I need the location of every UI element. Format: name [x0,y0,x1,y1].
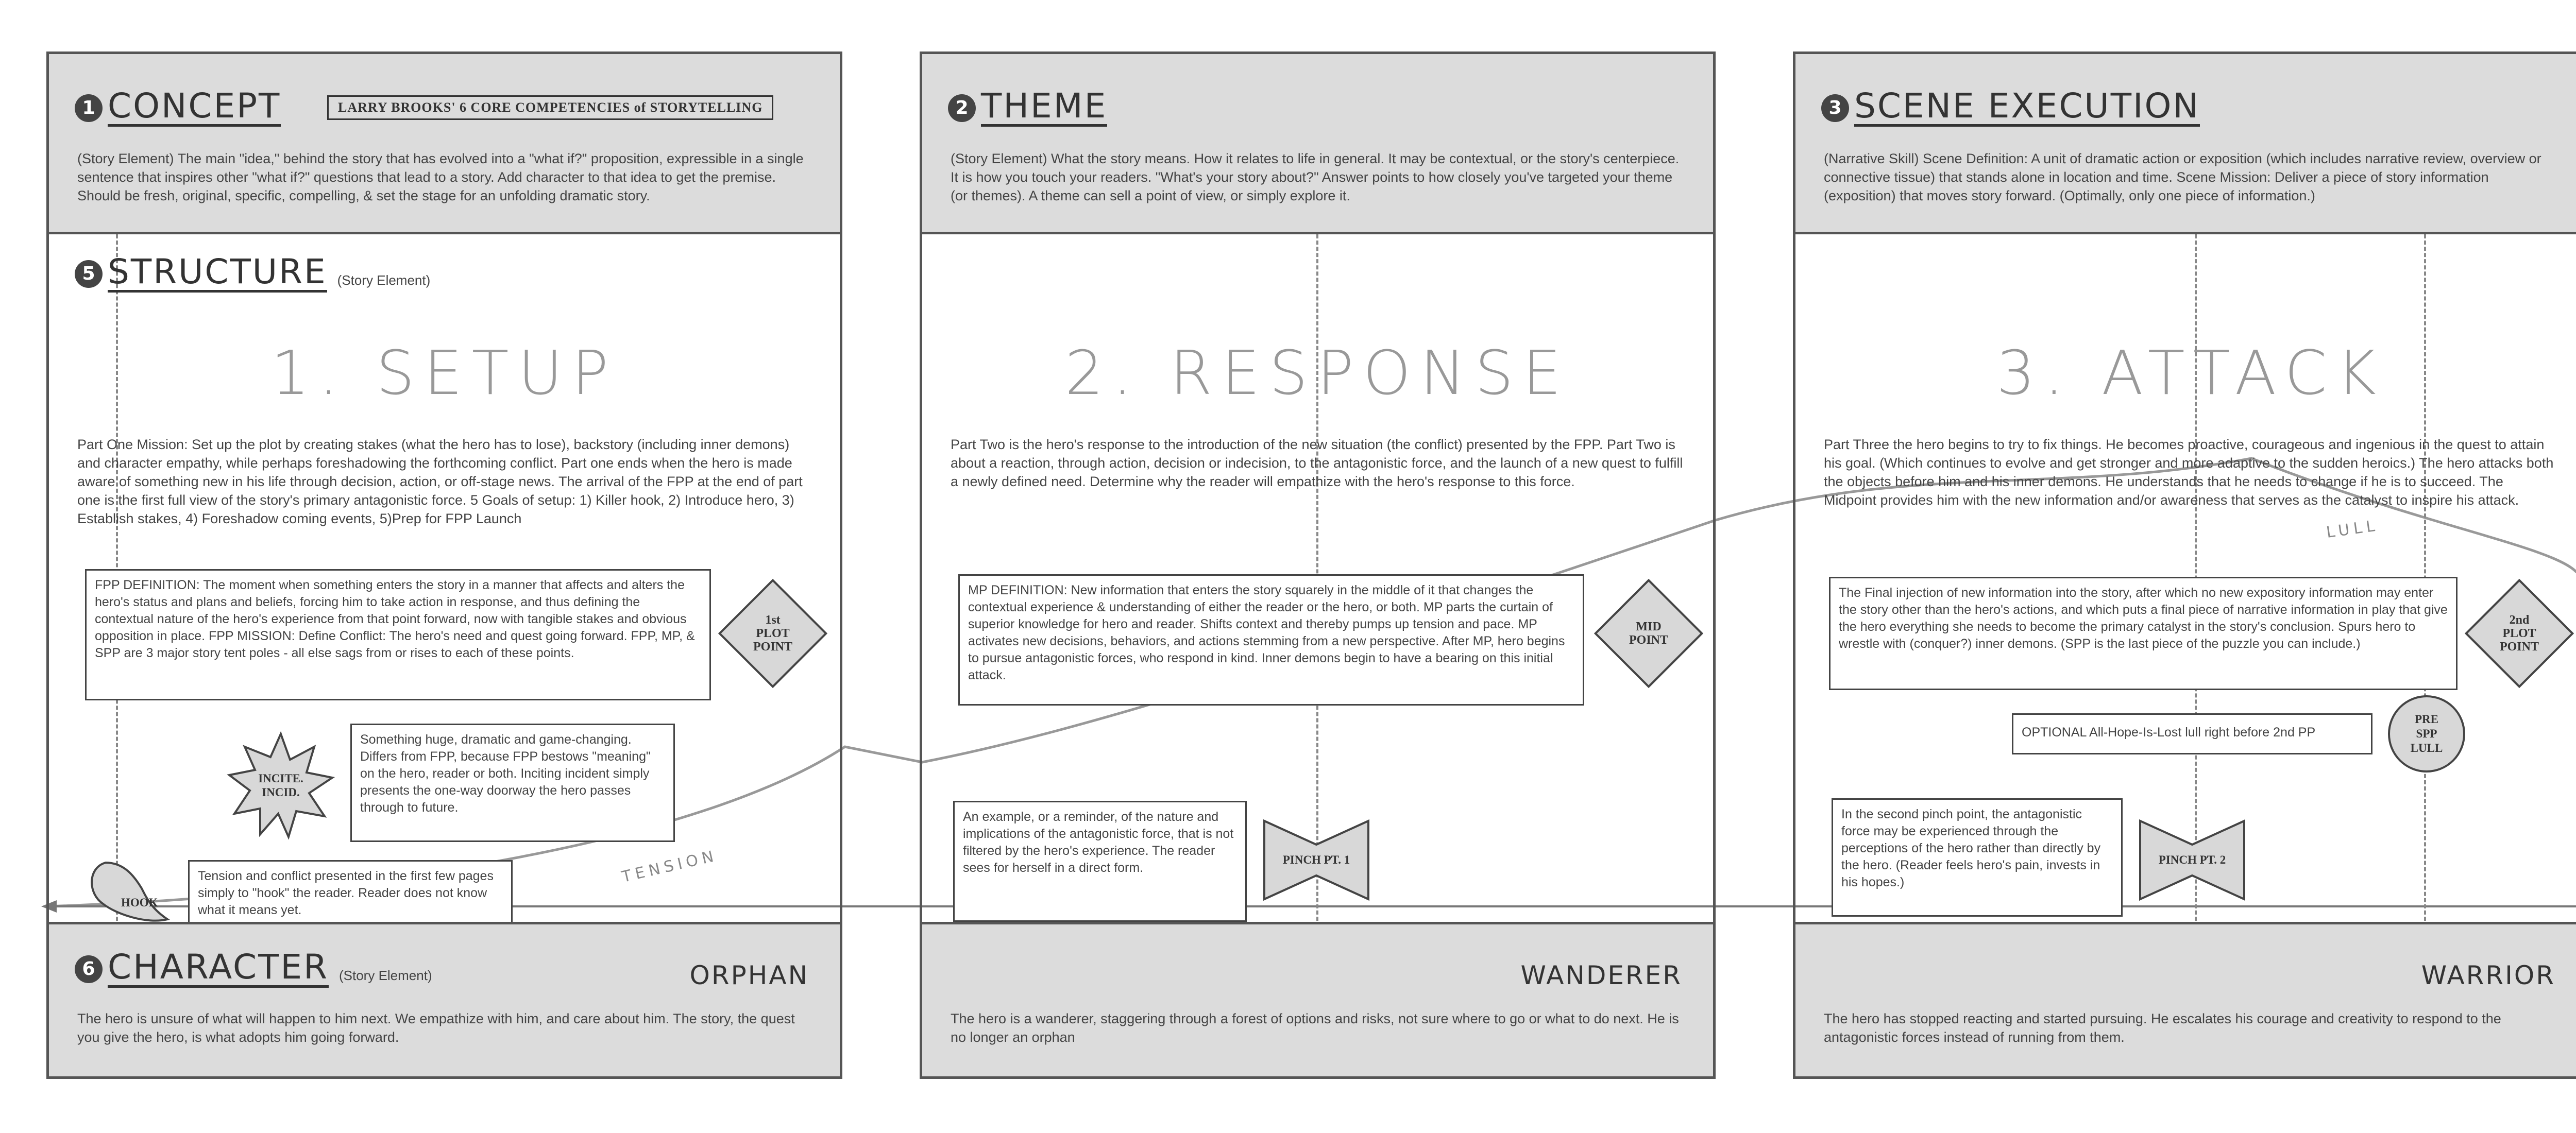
mid-label-2: POINT [1629,633,1668,647]
pinch-point-one-marker [1262,819,1370,901]
character-subtitle: (Story Element) [339,968,432,983]
fpp-definition-text: FPP DEFINITION: The moment when something enters the story in a manner that affects and alters the hero's status and plans and beliefs, forcing him to take action in response, and thus defining the contextual nature of the hero's experience from that point forward, now with tangible stakes and obvious opposition in place. FPP MISSION: Define Conflict: The hero's need and quest going forward. FPP, MP, & SPP are 3 major story tent poles - all else sags from or rises to each of these points. [95,578,695,660]
character-band [49,922,840,1076]
orphan-text: The hero is unsure of what will happen to him next. We empathize with him, and care about him. The story, the quest you give the hero, is what adopts him going forward. [77,1011,795,1045]
fpp-label-1: 1st [765,613,781,627]
structure-subtitle: (Story Element) [337,272,431,288]
archetype-orphan: ORPHAN [689,960,809,990]
spp-label-2: PLOT [2502,627,2536,640]
pinch-point-two-marker [2138,819,2246,901]
archetype-wanderer: WANDERER [1520,960,1682,990]
lull-label: LULL [2325,517,2380,542]
incite-label-2: INCID. [262,786,300,799]
spp-label-1: 2nd [2509,613,2530,627]
pre-label-1: PRE [2414,713,2438,726]
character-heading [75,947,432,988]
incite-label-1: INCITE. [258,772,303,785]
scene-description: (Narrative Skill) Scene Definition: A unit of dramatic action or exposition (which includes narrative review, overview or connective tissue) that stands alone in location and time. Scene Mission: Deliver a piece of story information (exposition) that moves story forward. (Optimally, only one piece of information.) [1824,151,2541,203]
pre-label-2: SPP [2416,727,2437,740]
concept-title: CONCEPT [108,86,281,126]
inciting-incident-box [350,724,675,842]
fpp-definition-box [85,569,711,700]
inciting-incident-text: Something huge, dramatic and game-changing. Differs from FPP, because FPP bestows "meaning" on the hero, reader or both. Inciting incident simply presents the one-way doorway the hero passes through to future. [360,732,651,815]
pinch-two-text: In the second pinch point, the antagonistic force may be experienced through the perceptions of the hero rather than directly by the hero. (Reader feels hero's pain, invests in his hopes.) [1841,807,2101,889]
response-title: 2. RESPONSE [1064,337,1571,408]
archetype-warrior: WARRIOR [2421,960,2555,990]
pinch-two-box [1832,798,2123,917]
panel-scene-execution [1793,52,2576,1079]
pinch-one-text: An example, or a reminder, of the nature and implications of the antagonistic force, that is not filtered by the hero's experience. The reader sees for herself in a direct form. [963,810,1234,875]
spp-definition-box [1829,577,2458,690]
concept-band [49,54,840,234]
response-text: Part Two is the hero's response to the introduction of the new situation (the conflict) presented by the FPP. Part Two is about a reaction, through action, decision or indecision, to the antagonistic force, and the launch of a new quest to fulfill a newly defined need. Determine why the reader will empathize with the hero's response to this force. [951,437,1683,489]
mid-label-1: MID [1636,620,1662,633]
structure-title: STRUCTURE [108,252,327,291]
scene-band [1795,54,2576,234]
optional-lull-text: OPTIONAL All-Hope-Is-Lost lull right before 2nd PP [2022,725,2316,740]
mp-definition-box [958,574,1584,706]
setup-section [49,234,840,927]
second-plot-point-marker [2465,579,2573,688]
concept-number: 1 [75,94,103,122]
first-plot-point-marker [719,579,827,688]
concept-description: (Story Element) The main "idea," behind the story that has evolved into a "what if?" proposition, expressible in a single sentence that inspires other "what if?" questions that lead to a story. Add character to that idea to get the premise. Should be fresh, original, specific, compelling, & set the stage for an unfolding dramatic story. [77,151,804,203]
optional-lull-box [2012,713,2372,754]
inciting-incident-marker [224,729,337,842]
character-number: 6 [75,955,103,983]
attack-text: Part Three the hero begins to try to fix things. He becomes proactive, courageous and ingenious in the quest to attain his goal. (Which continues to evolve and get stronger and more adaptive to the sudden heroics.) The hero attacks both the objects before him and his inner demons. He understands that he needs to change if he is to succeed. The Midpoint provides him with the new information and/or awareness that serves as the catalyst to inspire his attack. [1824,437,2554,508]
theme-heading [948,86,1108,127]
mp-definition-text: MP DEFINITION: New information that enters the story squarely in the middle of it that changes the contextual experience & understanding of either the reader or the hero, or both. MP parts the curtain of superior knowledge for hero and reader. Shifts context and thereby pumps up tension and pace. MP activates new decisions, behaviors, and actions stemming from a new perspective. After MP, hero begins to pursue antagonistic forces, who respond in kind. Inner demons begin to have a bearing on this initial attack. [968,583,1565,682]
scene-heading [1821,86,2200,127]
structure-heading [75,252,431,293]
attack-section [1795,234,2576,927]
response-section [922,234,1713,927]
warrior-text: The hero has stopped reacting and started pursuing. He escalates his courage and creativity to respond to the antagonistic forces instead of running from them. [1824,1011,2501,1045]
structure-number: 5 [75,260,103,288]
pre-label-3: LULL [2410,742,2443,754]
hook-text: Tension and conflict presented in the first few pages simply to "hook" the reader. Reader does not know what it means yet. [198,869,494,917]
mid-point-marker [1595,579,1703,688]
pinch-one-box [953,801,1247,922]
setup-title: 1. SETUP [270,337,618,408]
theme-number: 2 [948,94,976,122]
character-title: CHARACTER [108,947,329,987]
concept-heading [75,86,281,127]
scene-number: 3 [1821,94,1849,122]
spp-label-3: POINT [2499,640,2539,654]
theme-description: (Story Element) What the story means. How it relates to life in general. It may be contextual, or the story's centerpiece. It is how you touch your readers. "What's your story about?" Answer points to how closely you've targeted your theme (or themes). A theme can sell a point of view, or simply explore it. [951,151,1680,203]
scene-title: SCENE EXECUTION [1854,86,2200,126]
pinch-two-label: PINCH PT. 2 [2158,853,2226,866]
pinch-one-label: PINCH PT. 1 [1282,853,1350,866]
attack-title: 3. ATTACK [1996,337,2385,408]
panel-theme [920,52,1716,1079]
credit-line: LARRY BROOKS' 6 CORE COMPETENCIES of STORYTELLING [327,95,773,120]
theme-title: THEME [981,86,1108,126]
fpp-label-3: POINT [753,640,792,654]
panel-concept [46,52,842,1079]
wanderer-band [922,922,1713,1076]
pre-spp-lull-marker [2388,695,2465,772]
setup-text: Part One Mission: Set up the plot by creating stakes (what the hero has to lose), backstory (including inner demons) and character empathy, while perhaps foreshadowing the forthcoming conflict. Part one ends when the hero is made aware of something new in his life through decision, action, or off-stage news. The arrival of the FPP at the end of part one is the first full view of the story's primary antagonistic force. 5 Goals of setup: 1) Killer hook, 2) Introduce hero, 3) Establish stakes, 4) Foreshadow coming events, 5)Prep for FPP Launch [77,437,803,526]
hook-label: HOOK [121,896,158,909]
warrior-band [1795,922,2576,1076]
wanderer-text: The hero is a wanderer, staggering through a forest of options and risks, not sure where to go or what to do next. He is no longer an orphan [951,1011,1679,1045]
fpp-label-2: PLOT [756,627,790,640]
spp-definition-text: The Final injection of new information into the story, after which no new expository information may enter the story other than the hero's actions, and which puts a final piece of narrative information in play that give the hero everything she needs to become the primary catalyst in the story's conclusion. Spurs hero to wrestle with (conquer?) inner demons. (SPP is the last piece of the puzzle you can include.) [1839,586,2448,651]
theme-band [922,54,1713,234]
tension-label: TENSION [620,847,720,886]
